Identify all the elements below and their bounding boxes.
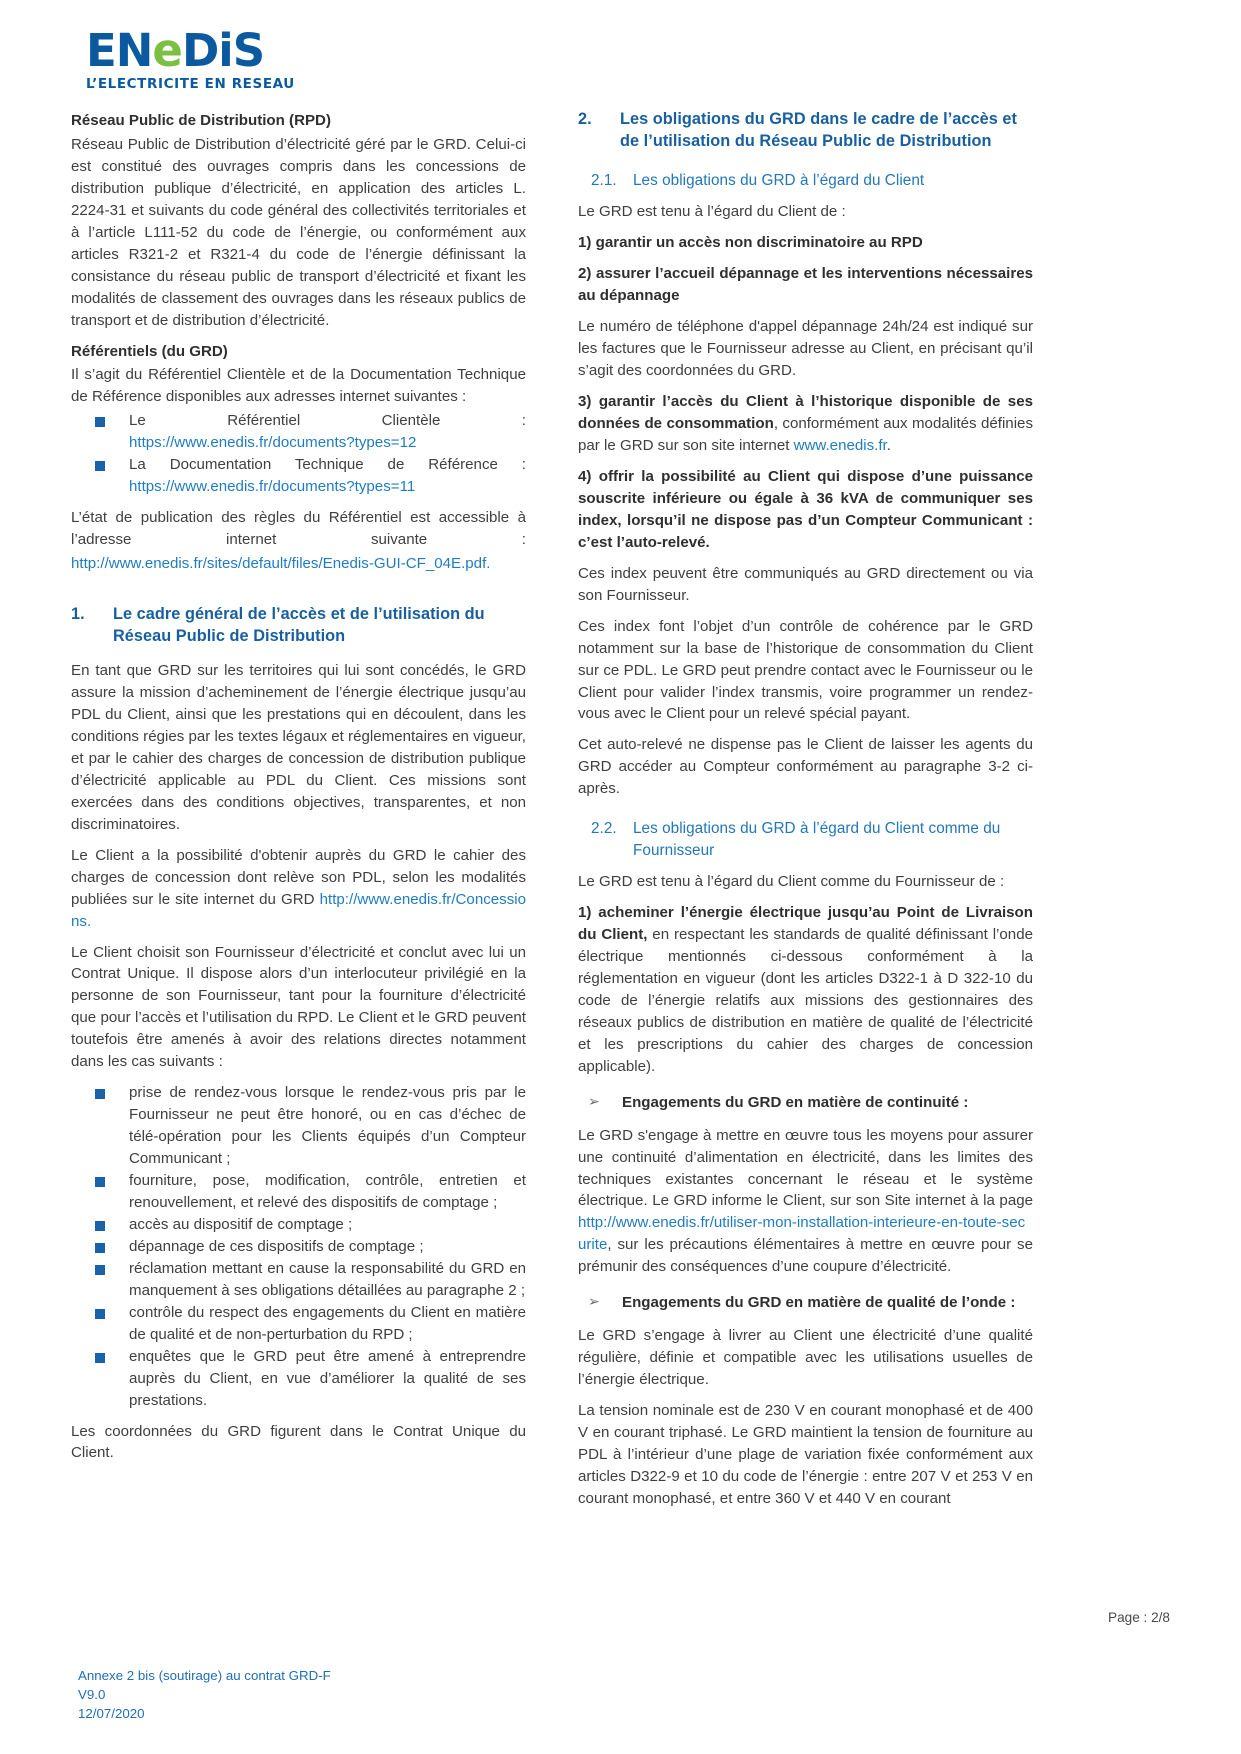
list-item: prise de rendez-vous lorsque le rendez-vous pris par le Fournisseur ne peut être honoré, ou en cas d’échec de télé-opération pour les Clients équipés d’un Compteur Communicant ; <box>71 1082 526 1170</box>
section-2-2-title: Les obligations du GRD à l’égard du Client comme du Fournisseur <box>633 820 1001 859</box>
obligation-22-item-1-rest: en respectant les standards de qualité définissant l’onde électrique mentionnés ci-dessous conformément à la réglementation en vigueur (dont les articles D322-1 à D 322-10 du code de l’énergie relatifs aux missions des gestionnaires des réseaux publics de distribution en matière de qualité de l’électricité et les prescriptions du cahier des charges de concession applicable). <box>578 926 1033 1075</box>
footer-line-version: V9.0 <box>78 1686 106 1702</box>
definition-text-rpd: Réseau Public de Distribution d’électricité géré par le GRD. Celui-ci est constitué des ouvrages compris dans les concessions de distribution publique d’électricité, en application des articles L. 2224-31 et suivants du code général des collectivités territoriales et à l’article L111-52 du code de l’énergie, ou conformément aux articles R321-2 et R321-4 du code de l’énergie définissant la consistance du réseau public de transport d’électricité et fixant les modalités de classement des ouvrages dans les réseaux publics de transport et de distribution d’électricité. <box>71 135 526 329</box>
paragraph-qualite-1: Le GRD s’engage à livrer au Client une électricité d’une qualité régulière, définie et compatible avec les utilisations usuelles de l’énergie électrique. <box>578 1327 1033 1389</box>
left-column <box>71 108 526 1473</box>
enedis-site-link[interactable]: www.enedis.fr <box>793 436 887 454</box>
engagement-continuite-bullet <box>578 1092 1033 1114</box>
referentiels-bullet-list <box>71 410 526 498</box>
list-item: fourniture, pose, modification, contrôle, entretien et renouvellement, et relevé des dispositifs de comptage ; <box>71 1170 526 1214</box>
list-item: ➢ Engagements du GRD en matière de continuité : <box>578 1092 1033 1114</box>
paragraph-continuite <box>578 1125 1033 1279</box>
intro-2-2: Le GRD est tenu à l’égard du Client comme du Fournisseur de : <box>578 873 1005 891</box>
footer-line-title: Annexe 2 bis (soutirage) au contrat GRD-F <box>78 1668 331 1683</box>
logo-word-part1: EN <box>86 24 153 77</box>
list-item: réclamation mettant en cause la responsabilité du GRD en manquement à ses obligations détaillées au paragraphe 2 ; <box>71 1258 526 1302</box>
paragraph-qualite-2: La tension nominale est de 230 V en courant monophasé et de 400 V en courant triphasé. Le GRD maintient la tension de fourniture au PDL à l’intérieur d’une plage de variation fixée conformément aux articles D322-9 et 10 du code de l’énergie : entre 207 V et 253 V en courant monophasé, et entre 360 V et 440 V en courant <box>578 1402 1033 1507</box>
footer-line-date: 12/07/2020 <box>78 1705 145 1721</box>
paragraph-cahier-charges <box>71 845 526 933</box>
list-item: enquêtes que le GRD peut être amené à entreprendre auprès du Client, en vue d’améliorer la qualité de ses prestations. <box>71 1346 526 1412</box>
referentiel-label-1: La Documentation Technique de Référence : <box>129 456 526 474</box>
definition-term-rpd: Réseau Public de Distribution (RPD) <box>71 112 331 129</box>
paragraph-index-3: Cet auto-relevé ne dispense pas le Client de laisser les agents du GRD accéder au Compteur conformément au paragraphe 3-2 ci-après. <box>578 736 1033 798</box>
obligation-item-3-rest: , conformément aux modalités définies par le GRD sur son site internet <box>578 415 1033 454</box>
section-2-2-heading <box>578 818 1033 861</box>
enedis-logo <box>86 24 386 98</box>
list-item: accès au dispositif de comptage ; <box>71 1214 526 1236</box>
list-item: contrôle du respect des engagements du Client en matière de qualité et de non-perturbation du RPD ; <box>71 1302 526 1346</box>
section-1-heading <box>71 603 526 647</box>
logo-wordmark <box>86 24 386 77</box>
list-item <box>71 410 526 454</box>
obligation-item-2-body: Le numéro de téléphone d'appel dépannage 24h/24 est indiqué sur les factures que le Fournisseur adresse au Client, en précisant qu’il s’agit des coordonnées du GRD. <box>578 318 1033 380</box>
paragraph-fournisseur: Le Client choisit son Fournisseur d’électricité et conclut avec lui un Contrat Unique. Il dispose alors d’un interlocuteur privilégié en la personne de son Fournisseur, tant pour la fourniture d’électricité que pour l’accès et l’utilisation du RPD. Le Client et le GRD peuvent toutefois être amenés à avoir des relations directes notamment dans les cas suivants : <box>71 943 526 1071</box>
section-2-heading <box>578 108 1033 152</box>
section-2-1-number: 2.1. <box>591 172 617 189</box>
definition-text-referentiels: Il s’agit du Référentiel Clientèle et de la Documentation Technique de Référence disponibles aux adresses internet suivantes : <box>71 366 526 406</box>
section-1-title: Le cadre général de l’accès et de l’utilisation du Réseau Public de Distribution <box>113 605 485 646</box>
paragraph-continuite-post: , sur les précautions élémentaires à mettre en œuvre pour se prémunir des conséquences d’une coupure d’électricité. <box>578 1236 1033 1276</box>
section-2-2-number: 2.2. <box>591 820 617 838</box>
concessions-link[interactable]: http://www.enedis.fr/Concessions. <box>71 890 526 930</box>
obligation-item-1: 1) garantir un accès non discriminatoire au RPD <box>578 234 923 252</box>
paragraph-index-2: Ces index font l’objet d’un contrôle de cohérence par le GRD notamment sur la base de l’historique de consommation du Client sur ce PDL. Le GRD peut prendre contact avec le Fournisseur ou le Client pour valider l’index transmis, voire programmer un rendez-vous avec le Client pour un relevé spécial payant. <box>578 617 1033 723</box>
obligation-item-3-end: . <box>886 436 891 454</box>
document-footer <box>78 1667 331 1724</box>
obligation-item-3-bold: 3) garantir l’accès du Client à l’historique disponible de ses données de consommation <box>578 393 1033 433</box>
securite-page-link[interactable]: http://www.enedis.fr/utiliser-mon-installation-interieure-en-toute-securite <box>578 1214 1026 1254</box>
paragraph-coordonnees: Les coordonnées du GRD figurent dans le Contrat Unique du Client. <box>71 1422 526 1462</box>
logo-word-green-e: e <box>152 24 182 77</box>
referentiel-link-0[interactable]: https://www.enedis.fr/documents?types=12 <box>129 434 417 452</box>
paragraph-cahier-text: Le Client a la possibilité d'obtenir auprès du GRD le cahier des charges de concession dont relève son PDL, selon les modalités publiées sur le site internet du GRD <box>71 846 526 908</box>
paragraph-index-1: Ces index peuvent être communiqués au GRD directement ou via son Fournisseur. <box>578 564 1033 604</box>
paragraph-grd-mission: En tant que GRD sur les territoires qui lui sont concédés, le GRD assure la mission d’acheminement de l’énergie électrique jusqu’au PDL du Client, ainsi que les prestations qui en découlent, dans les conditions régies par les textes légaux et réglementaires en vigueur, et par le cahier des charges de concession de distribution publique d’électricité applicable au PDL du Client. Ces missions sont exercées dans des conditions objectives, transparentes, et non discriminatoires. <box>71 662 526 833</box>
obligation-22-item-1-bold: 1) acheminer l’énergie électrique jusqu’au Point de Livraison du Client, <box>578 904 1033 943</box>
section-2-number: 2. <box>578 110 592 128</box>
referentiel-label-0: Le Référentiel Clientèle : <box>129 412 526 430</box>
referentiel-link-1[interactable]: https://www.enedis.fr/documents?types=11 <box>129 478 416 496</box>
section-1-number: 1. <box>71 605 85 624</box>
etat-publication-text: L’état de publication des règles du Référentiel est accessible à l’adresse internet suivante : <box>71 509 526 549</box>
etat-publication-link[interactable]: http://www.enedis.fr/sites/default/files/Enedis-GUI-CF_04E.pdf. <box>71 555 491 573</box>
logo-tagline: L’ELECTRICITE EN RESEAU <box>86 76 295 92</box>
paragraph-continuite-pre: Le GRD s'engage à mettre en œuvre tous les moyens pour assurer une continuité d’alimentation en électricité, dans les limites des techniques existantes concernant le réseau et le système électrique. Le GRD informe le Client, sur son Site internet à la page <box>578 1126 1033 1210</box>
logo-word-part2: DiS <box>181 24 265 77</box>
section-2-1-title: Les obligations du GRD à l’égard du Client <box>633 172 925 189</box>
list-item: ➢ Engagements du GRD en matière de qualité de l’onde : <box>578 1292 1033 1314</box>
obligation-item-3 <box>578 391 1033 457</box>
obligation-22-item-1 <box>578 902 1033 1078</box>
list-item: dépannage de ces dispositifs de comptage ; <box>71 1236 526 1258</box>
engagement-qualite-bullet <box>578 1292 1033 1314</box>
list-item <box>71 454 526 498</box>
intro-2-1: Le GRD est tenu à l’égard du Client de : <box>578 203 846 221</box>
section-2-1-heading <box>578 170 1033 191</box>
definition-term-referentiels: Référentiels (du GRD) <box>71 342 228 360</box>
obligation-item-2: 2) assurer l’accueil dépannage et les interventions nécessaires au dépannage <box>578 265 1033 305</box>
section-2-title: Les obligations du GRD dans le cadre de l’accès et de l’utilisation du Réseau Public de Distribution <box>620 110 1017 150</box>
cases-bullet-list <box>71 1082 526 1411</box>
right-column <box>578 108 1033 1519</box>
obligation-item-4: 4) offrir la possibilité au Client qui dispose d’une puissance souscrite inférieure ou égale à 36 kVA de communiquer ses index, lorsqu’il ne dispose pas d’un Compteur Communicant : c’est l’auto-relevé. <box>578 467 1033 551</box>
page-number: Page : 2/8 <box>1108 1610 1170 1625</box>
